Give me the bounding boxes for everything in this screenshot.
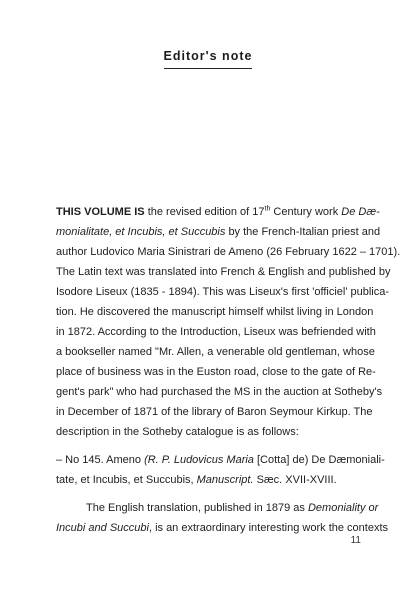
body-text	[56, 202, 401, 538]
paragraph	[56, 498, 389, 538]
text-line: The Latin text was translated into French & English and published by	[56, 266, 391, 278]
text-line	[56, 202, 380, 222]
text-line: in December of 1871 of the library of Baron Seymour Kirkup. The	[56, 406, 373, 418]
text-line: description in the Sotheby catalogue is as follows:	[56, 426, 299, 438]
text-span: – No 145. Ameno	[56, 454, 142, 466]
text-span: Century work	[273, 206, 339, 218]
text-line: Isodore Liseux (1835 - 1894). This was Liseux's first 'officiel' publica-	[56, 286, 389, 298]
text-span: , is an extraordinary interesting work the contexts	[148, 522, 389, 534]
text-line: tion. He discovered the manuscript himself whilst living in London	[56, 306, 374, 318]
italic-title: Demoniality or	[307, 502, 379, 514]
text-span: the revised edition of 17	[147, 206, 265, 218]
page-number: 11	[350, 535, 361, 546]
italic-span: (R. P. Ludovicus Maria	[144, 454, 254, 466]
text-line: a bookseller named "Mr. Allen, a venerable old gentleman, whose	[56, 346, 375, 358]
superscript: th	[264, 205, 271, 213]
text-line: gent's park" who had purchased the MS in the auction at Sotheby's	[56, 386, 383, 398]
paragraph-gap	[56, 442, 361, 450]
text-line: author Ludovico Maria Sinistrari de Ameno (26 February 1622 – 1701).	[56, 246, 401, 258]
text-span: tate, et Incubis, et Succubis,	[56, 474, 194, 486]
text-line	[56, 470, 361, 490]
paragraph	[56, 202, 401, 442]
paragraph-gap	[56, 490, 361, 498]
paragraph	[56, 450, 385, 490]
italic-title: De Dæ-	[341, 206, 380, 218]
italic-title: monialitate, et Incubis, et Succubis	[56, 226, 226, 238]
text-line	[56, 222, 381, 242]
text-line: in 1872. According to the Introduction, Liseux was befriended with	[56, 326, 376, 338]
italic-span: Manuscript.	[196, 474, 254, 486]
text-span: Sæc. XVII-XVIII.	[256, 474, 337, 486]
text-span: [Cotta] de) De Dæmoniali-	[257, 454, 385, 466]
heading-block	[0, 47, 416, 69]
text-line: place of business was in the Euston road, close to the gate of Re-	[56, 366, 376, 378]
text-span: The English translation, published in 1879 as	[86, 502, 305, 514]
italic-title: Incubi and Succubi	[56, 522, 149, 534]
text-line	[56, 450, 385, 470]
text-line	[56, 498, 379, 518]
text-span: by the French-Italian priest and	[228, 226, 381, 238]
page-heading: Editor's note	[164, 49, 253, 69]
lead-in: THIS VOLUME IS	[56, 206, 145, 218]
